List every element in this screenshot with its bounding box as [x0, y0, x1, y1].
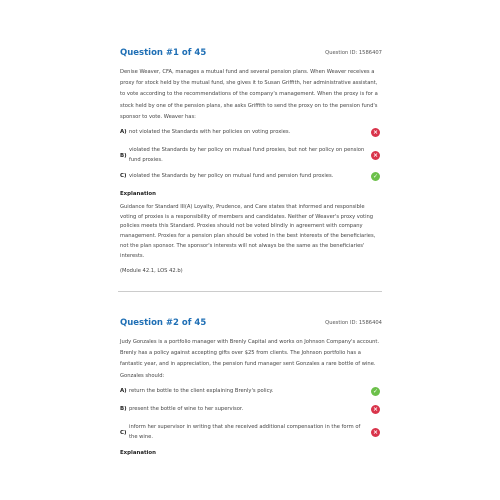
question-header	[120, 48, 382, 62]
explanation-text: Guidance for Standard III(A) Loyalty, Prudence, and Care states that informed and responsible voting of proxies is a responsibility of members and candidates. Neither of Weaver's proxy voting policies meets this Standard. Proxies should not be voted blindly in agreement with company management. Proxies for a pension plan should be voted in the best interests of the beneficiaries, not the plan sponsor. The sponsor's interests will not always be the same as the beneficiaries' interests.	[120, 204, 376, 259]
explanation-heading: Explanation	[120, 449, 156, 456]
answer-letter: C)	[120, 429, 127, 436]
check-circle-icon: ✓	[372, 387, 379, 395]
question-divider	[118, 291, 382, 292]
answer-text: inform her supervisor in writing that she received additional compensation in the form of the wine.	[129, 423, 361, 440]
answer-text: violated the Standards by her policy on mutual fund and pension fund proxies.	[129, 173, 334, 180]
answer-list	[120, 386, 382, 444]
x-circle-icon: ×	[372, 152, 379, 160]
answer-option-c[interactable]	[120, 422, 382, 444]
answer-letter: B)	[120, 153, 127, 160]
question-stem: Denise Weaver, CFA, manages a mutual fund and several pension plans. When Weaver receives a proxy for stock held by the mutual fund, she gives it to Susan Griffith, her administrative assistant, to vote according to the recommendations of the company's management. When the proxy is for a stock held by one of the pension plans, she asks Griffith to send the proxy on to the pension fund's sponsor to vote. Weaver has:	[120, 69, 378, 120]
x-circle-icon: ×	[372, 428, 379, 436]
question-id: Question ID: 1586407	[325, 50, 382, 56]
x-circle-icon: ×	[372, 405, 379, 413]
question-1	[120, 48, 382, 274]
answer-letter: A)	[120, 387, 127, 394]
question-id: Question ID: 1586404	[325, 320, 382, 326]
answer-text: violated the Standards by her policy on mutual fund proxies, but not her policy on pension fund proxies.	[129, 147, 365, 164]
answer-option-b[interactable]	[120, 145, 382, 167]
question-2	[120, 318, 382, 456]
answer-option-a[interactable]	[120, 386, 382, 400]
answer-text: not violated the Standards with her policies on voting proxies.	[129, 129, 291, 136]
question-header	[120, 318, 382, 332]
answer-letter: C)	[120, 173, 127, 180]
answer-letter: A)	[120, 129, 127, 136]
question-stem: Judy Gonzales is a portfolio manager with Brenly Capital and works on Johnson Company's account. Brenly has a policy against accepting gifts over $25 from clients. The Johnson portfolio has a fantastic year, and in appreciation, the pension fund manager sent Gonzales a rare bottle of wine. Gonzales should:	[120, 339, 380, 379]
answer-option-a[interactable]	[120, 127, 382, 141]
answer-option-b[interactable]	[120, 404, 382, 418]
explanation-reference: (Module 42.1, LOS 42.b)	[120, 268, 183, 275]
question-title: Question #2 of 45	[120, 318, 207, 328]
question-title: Question #1 of 45	[120, 48, 207, 58]
answer-letter: B)	[120, 405, 127, 412]
check-circle-icon: ✓	[372, 173, 379, 181]
explanation-heading: Explanation	[120, 191, 156, 198]
x-circle-icon: ×	[372, 129, 379, 137]
answer-list	[120, 127, 382, 185]
answer-text: present the bottle of wine to her supervisor.	[129, 405, 244, 412]
answer-option-c[interactable]	[120, 171, 382, 185]
answer-text: return the bottle to the client explaining Brenly's policy.	[129, 387, 274, 394]
